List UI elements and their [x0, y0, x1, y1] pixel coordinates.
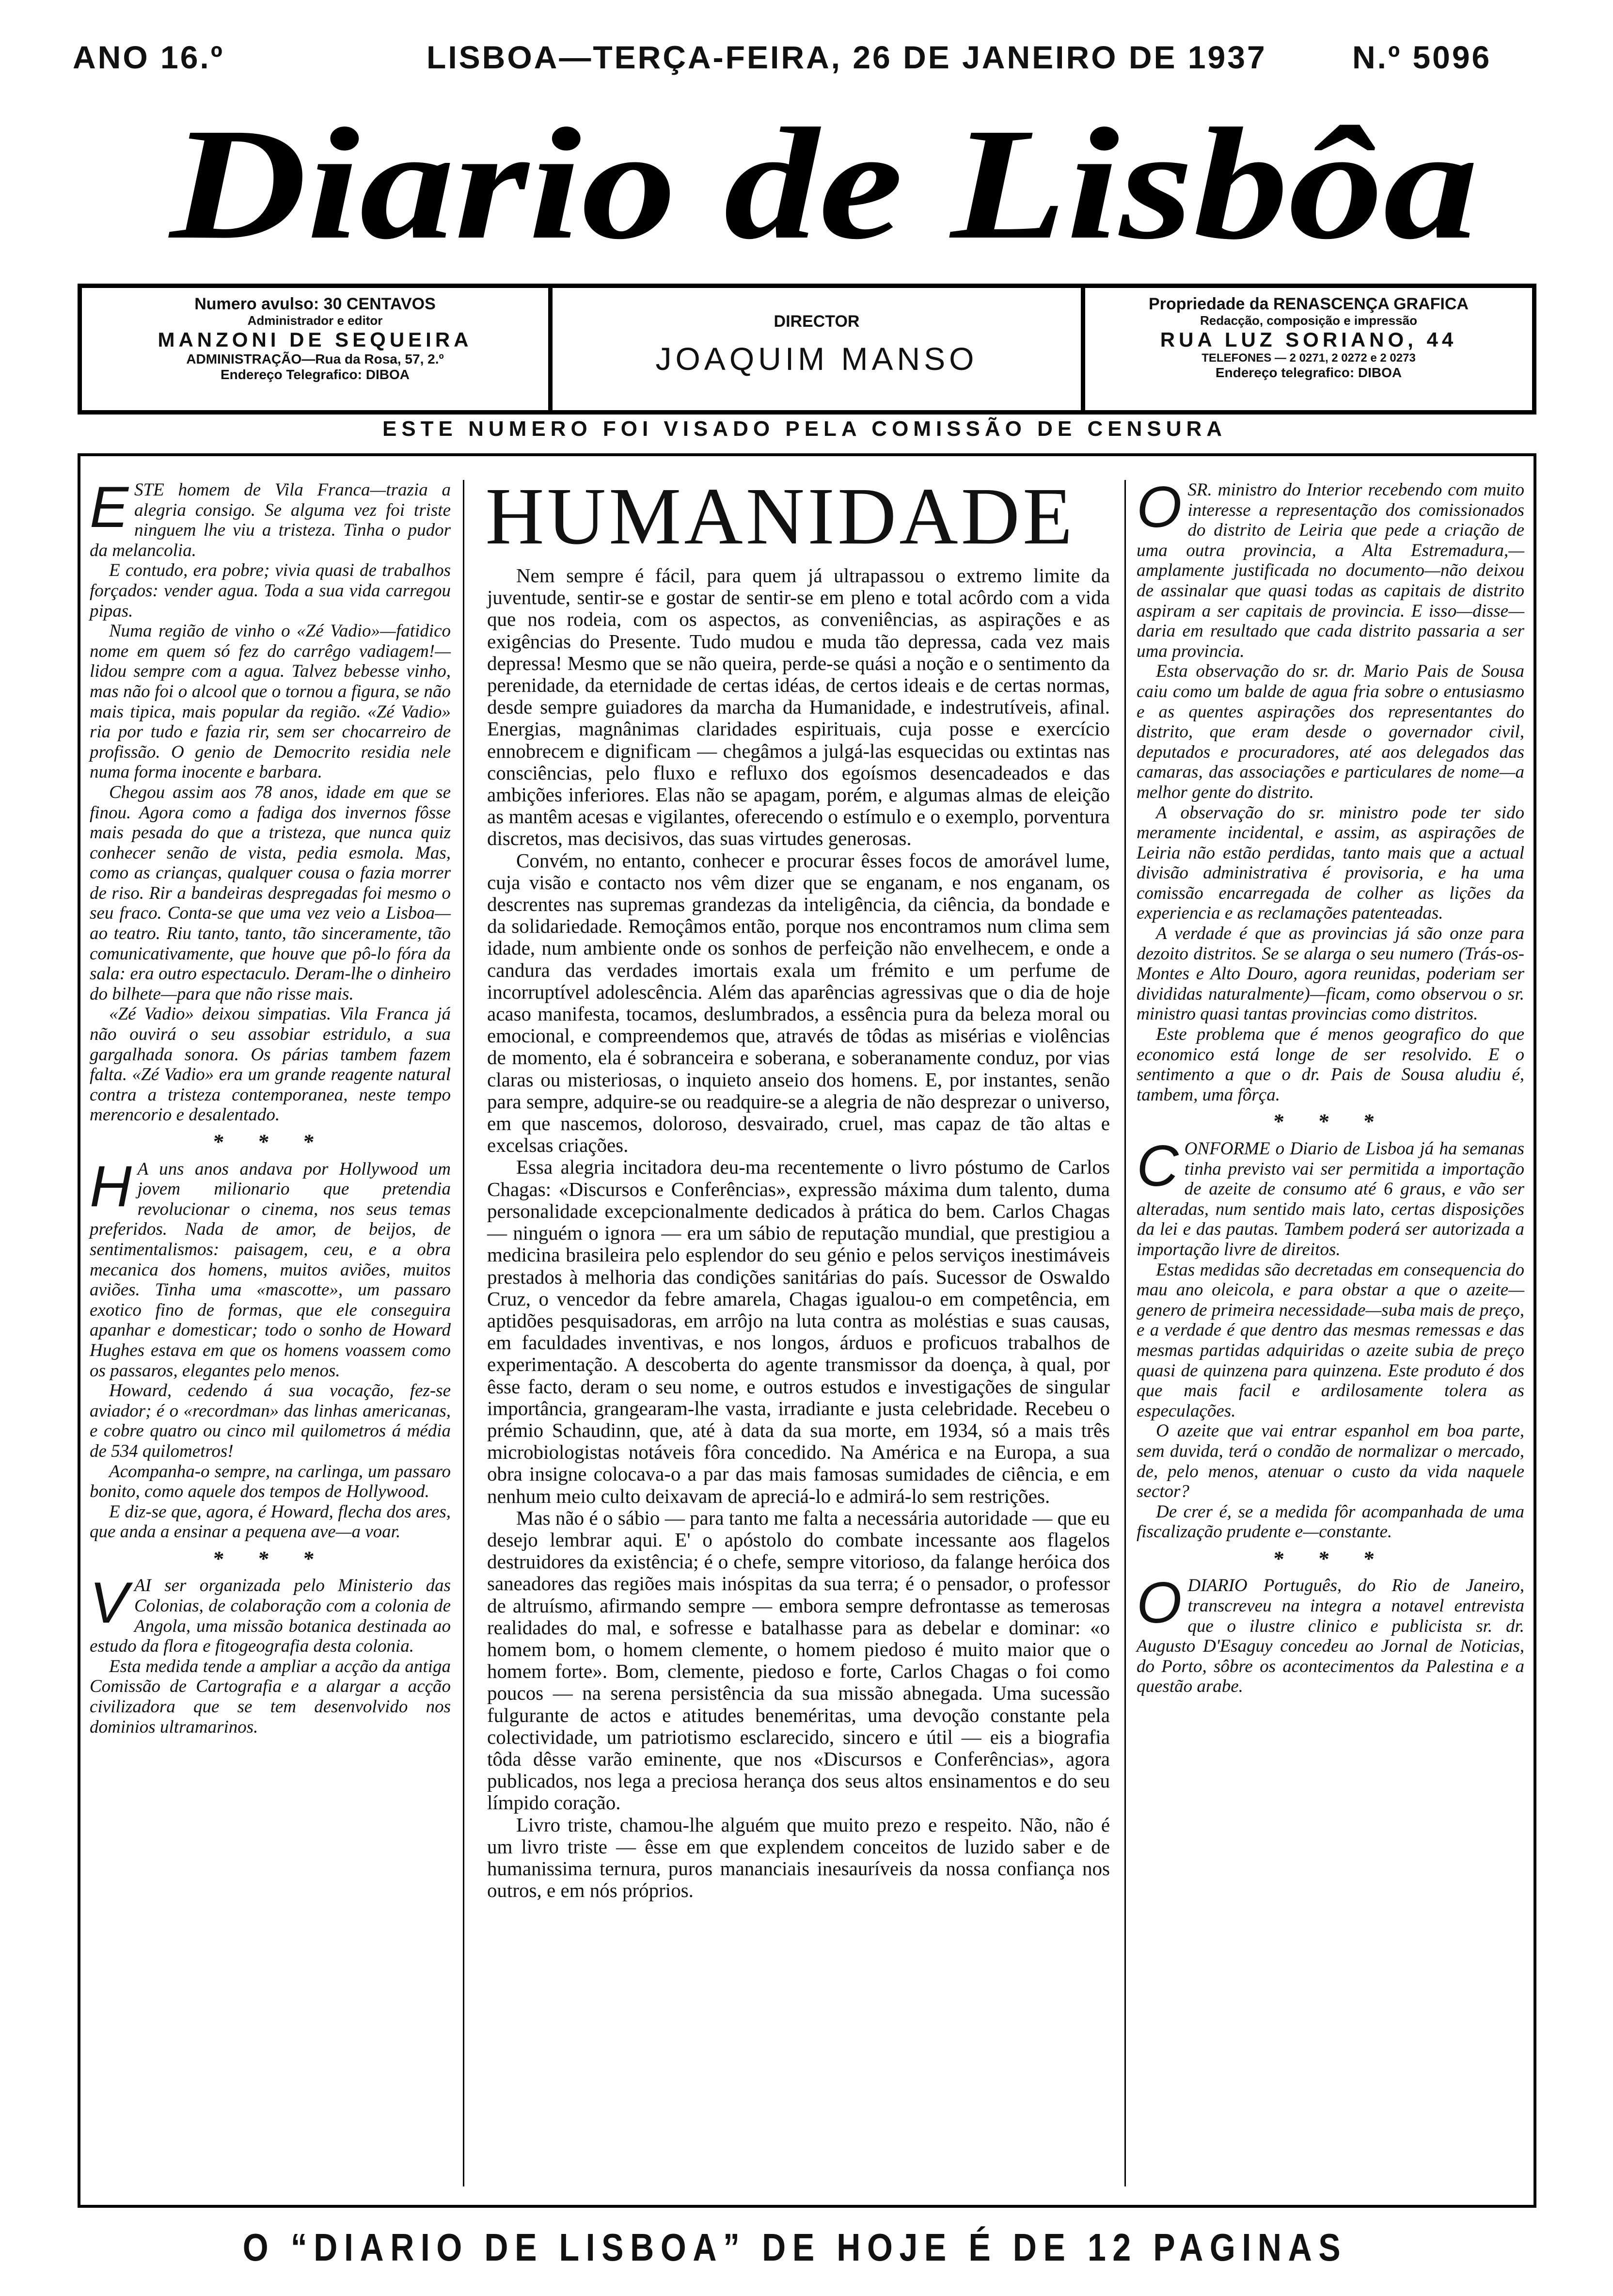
separator-stars: * * * [212, 1130, 328, 1154]
director-name: JOAQUIM MANSO [655, 341, 978, 377]
drop-cap: O [1137, 1570, 1182, 1636]
separator-stars: * * * [212, 1547, 328, 1571]
article-zevadio-p3: Numa região de vinho o «Zé Vadio»—fatidico nome em quem só fez do carrêgo vadiagem!—lidou sempre com a agua. Talvez bebesse vinho, mas não foi o alcool que o tornou a figura, se não mais tipica, mais popular da região. «Zé Vadio» ria por tudo e fazia rir, sem ser chocarreiro de profissão. O genio de Democrito residia nele numa forma inocente e barbara. [90, 621, 451, 782]
redaction-label: Redacção, composição e impressão [1200, 313, 1417, 328]
info-box-left [78, 284, 553, 415]
masthead-logo [145, 73, 1502, 276]
article-howard-p4: E diz-se que, agora, é Howard, flecha dos ares, que anda a ensinar a pequena ave—a voar. [90, 1501, 451, 1542]
issue-year: ANO 16.º [73, 39, 224, 75]
column-rule-left [463, 480, 464, 2186]
article-provincias-p5: Este problema que é menos geografico do que economico está longe de ser resolvido. E o sentimento a que o dr. Pais de Sousa aludiu é, tambem, uma fôrça. [1137, 1024, 1524, 1105]
article-diario-portugues-p1: DIARIO Português, do Rio de Janeiro, transcreveu na integra a notavel entrevista que o ilustre clinico e publicista sr. dr. Augusto D'Esaguy concedeu ao Jornal de Noticias, do Porto, sôbre os acontecimentos da Palestina e a questão arabe. [1137, 1576, 1524, 1697]
footer-banner: O “DIARIO DE LISBOA” DE HOJE É DE 12 PAGINAS [242, 2226, 1347, 2269]
article-howard-p2: Howard, cedendo á sua vocação, fez-se aviador; é o «recordman» das linhas americanas, e cobre quatro ou cinco mil quilometros á média de 534 quilometros! [90, 1381, 451, 1461]
telegraph-right: Endereço telegrafico: DIBOA [1215, 365, 1402, 380]
article-azeite-p1: ONFORME o Diario de Lisboa já ha semanas tinha previsto vai ser permitida a importação de azeite de consumo até 6 graus, e vão ser alteradas, num sentido mais lato, certas disposições da lei e das pautas. Tambem poderá ser autorizada a importação livre de direitos. [1137, 1139, 1524, 1260]
article-azeite-p2: Estas medidas são decretadas em consequencia do mau ano oleicola, e para obstar a que o azeite—genero de primeira necessidade—suba mais de preço, e a verdade é que dentro das mesmas remessas e das mesmas partidas adquiridas o azeite subia de preço quasi de quinzena para quinzena. Este produto é dos que mais facil e ardilosamente tolera as especulações. [1137, 1260, 1524, 1421]
price: Numero avulso: 30 CENTAVOS [194, 295, 436, 313]
article-zevadio-p1: STE homem de Vila Franca—trazia a alegria consigo. Se alguma vez foi triste ninguem lhe viu a tristeza. Tinha o pudor da melancolia. [90, 480, 451, 560]
article-provincias-p1: SR. ministro do Interior recebendo com muito interesse a representação dos comissionados do distrito de Leiria que pede a criação de uma outra provincia, a Alta Estremadura,—amplamente justificada no documento—não deixou de assinalar que quasi todas as capitais de distrito aspiram a ser capitais de provincia. E isso—disse—daria em resultado que cada distrito passaria a ser uma provincia. [1137, 480, 1524, 661]
drop-cap: V [90, 1570, 129, 1636]
phones: TELEFONES — 2 0271, 2 0272 e 2 0273 [1202, 351, 1416, 365]
right-column [1137, 475, 1524, 1697]
dateline: LISBOA—TERÇA-FEIRA, 26 DE JANEIRO DE 1937 [427, 39, 1267, 75]
masthead-title: Diario de Lisbôa [166, 96, 1479, 272]
address: RUA LUZ SORIANO, 44 [1160, 328, 1457, 351]
article-azeite-p4: De crer é, se a medida fôr acompanhada de uma fiscalização prudente e—constante. [1137, 1501, 1524, 1542]
article-howard-p3: Acompanha-o sempre, na carlinga, um passaro bonito, como aquele dos tempos de Hollywood. [90, 1461, 451, 1502]
separator-stars: * * * [1273, 1110, 1388, 1134]
right-frame-rule [1534, 453, 1536, 2206]
article-humanidade [487, 565, 1110, 1901]
top-rule [78, 453, 1536, 456]
left-frame-rule [78, 453, 80, 2206]
article-botanica-p1: AI ser organizada pelo Ministerio das Colonias, de colaboração com a colonia de Angola, uma missão botanica destinada ao estudo da flora e fitogeografia desta colonia. [90, 1576, 451, 1657]
humanidade-p1: Nem sempre é fácil, para quem já ultrapassou o extremo limite da juventude, sentir-se e gostar de sentir-se em pleno e total acôrdo com a vida que nos rodeia, com os aspectos, as conveniências, as aspirações e as exigências do Presente. Tudo mudou e muda tão depressa, cada vez mais depressa! Mesmo que se não queira, perde-se quási a noção e o sentimento da perenidade, da eternidade de certas idéas, de certos ideais e de certas normas, desde sempre guiadores da marcha da Humanidade, e indestrutíveis, afinal. Energias, magnânimas claridades espirituais, cuja posse e exercício ennobrecem e dignificam — chegâmos a julgá-las esquecidas ou extintas nas consciências, pelo fluxo e refluxo dos egoísmos desencadeados e das ambições inferiores. Elas não se apagam, porém, e algumas almas de eleição as mantêm acesas e vigilantes, oferecendo o estímulo e o exemplo, porventura discretos, mas decisivos, das suas virtudes generosas. [487, 564, 1110, 850]
drop-cap: H [90, 1153, 132, 1219]
info-box-right [1081, 284, 1536, 415]
issue-number: N.º 5096 [1352, 39, 1492, 75]
article-provincias-p4: A verdade é que as provincias já são onze para dezoito distritos. Se se alarga o seu numero (Trás-os-Montes e Alto Douro, agora reunidas, poderiam ser divididas naturalmente)—ficam, como observou o sr. ministro quasi tantas provincias como distritos. [1137, 924, 1524, 1024]
humanidade-p4: Mas não é o sábio — para tanto me falta a necessária autoridade — que eu desejo lembrar aqui. E' o apóstolo do combate incessante aos flagelos destruidores da existência; é o chefe, sempre vitorioso, da falange heróica dos saneadores das regiões mais inóspitas da sua terra; é o pensador, o professor de altruísmo, afirmando sempre — embora sempre defrontasse as temerosas realidades do mal, e sofresse e batalhasse para as debelar e dominar: «o homem bom, o homem clemente, o homem piedoso é muito maior que o homem forte». Bom, clemente, piedoso e forte, Carlos Chagas o foi como poucos — na serena persistência da sua missão abnegada. Uma sucessão fulgurante de actos e atitudes beneméritas, uma devoção constante pela colectividade, um patriotismo esclarecido, sincero e útil — eis a biografia tôda dêsse varão eminente, que nos «Discursos e Conferências», agora publicados, nos lega a preciosa herança dos seus altos ensinamentos e do seu límpido coração. [487, 1506, 1110, 1814]
separator-stars: * * * [1273, 1547, 1388, 1571]
article-howard-p1: A uns anos andava por Hollywood um jovem milionario que pretendia revolucionar o cinema, nos seus temas preferidos. Nada de amor, de beijos, de sentimentalismos: paisagem, ceu, e a obra mecanica dos homens, muitos aviões, muitos aviões. Tinha uma «mascotte», um passaro exotico fino de formas, que ele conseguira apanhar e domesticar; todo o sonho de Howard Hughes estava em que os homens voassem como os passaros, elegantes pelo menos. [90, 1159, 451, 1381]
director-label: DIRECTOR [774, 312, 860, 331]
bottom-rule [78, 2205, 1536, 2208]
humanidade-p3: Essa alegria incitadora deu-ma recentemente o livro póstumo de Carlos Chagas: «Discursos e Conferências», expressão máxima dum talento, duma personalidade excepcionalmente dedicados à prática do bem. Carlos Chagas — ninguém o ignora — era um sábio de reputação mundial, que prestigiou a medicina brasileira pelo esplendor do seu génio e pelos serviços inestimáveis prestados à melhoria das condições sanitárias do país. Sucessor de Oswaldo Cruz, o vencedor da febre amarela, Chagas igualou-o em competência, em aptidões pesquisadoras, em arrôjo na luta contra as moléstias e suas causas, em faculdades inventivas, e nos longos, árduos e proficuos trabalhos de experimentação. A descoberta do agente transmissor da doença, à qual, por êsse facto, deram o seu nome, e outros estudos e investigações de singular importância, grangearam-lhe vasta, irradiante e justa celebridade. Recebeu o prémio Schaudinn, que, até à data da sua morte, em 1934, só a mais três microbiologistas notáveis fôra concedido. Na América e na Europa, a sua obra insigne colocava-o a par das mais famosas sumidades de ciência, e em nenhum meio culto deixavam de apreciá-lo e admirá-lo sem restrições. [487, 1156, 1110, 1507]
admin-name: MANZONI DE SEQUEIRA [158, 328, 473, 351]
censorship-notice: ESTE NUMERO FOI VISADO PELA COMISSÃO DE CENSURA [382, 417, 1227, 441]
article-botanica-p2: Esta medida tende a ampliar a acção da antiga Comissão de Cartografia e a alargar a acção civilizadora que se tem desenvolvido nos dominios ultramarinos. [90, 1656, 451, 1737]
drop-cap: E [90, 475, 129, 540]
admin-label: Administrador e editor [247, 313, 383, 328]
article-zevadio-p5: «Zé Vadio» deixou simpatias. Vila Franca já não ouvirá o seu assobiar estridulo, a sua gargalhada sonora. Os párias tambem fazem falta. «Zé Vadio» era um grande reagente natural contra a tristeza contemporanea, neste tempo merencorio e desalentado. [90, 1004, 451, 1125]
owner: Propriedade da RENASCENÇA GRAFICA [1149, 295, 1469, 313]
left-column [90, 475, 451, 1737]
article-azeite-p3: O azeite que vai entrar espanhol em boa parte, sem duvida, terá o condão de normalizar o mercado, de, pelo menos, atenuar o custo da vida naquele sector? [1137, 1421, 1524, 1502]
article-provincias-p2: Esta observação do sr. dr. Mario Pais de Sousa caiu como um balde de agua fria sobre o entusiasmo e as quentes aspirações dos representantes do distrito, que eram desde o governador civil, deputados e procuradores, até aos delegados das camaras, das associações e particulares de nome—a melhor gente do distrito. [1137, 661, 1524, 802]
humanidade-p5: Livro triste, chamou-lhe alguém que muito prezo e respeito. Não, não é um livro triste — êsse em que explendem conceitos de luzido saber e de humanissima ternura, puros mananciais inesauríveis da nossa confiança nos outros, e em nós próprios. [487, 1813, 1110, 1902]
humanidade-p2: Convém, no entanto, conhecer e procurar êsses focos de amorável lume, cuja visão e contacto nos vêm dizer que se enganam, e nos enganam, os descrentes nas supremas grandezas da inteligência, da ciência, da bondade e da solidariedade. Remoçâmos então, porque nos encontramos num clima sem idade, num ambiente onde os sonhos de perfeição não envelhecem, e onde a candura das verdades imortais exala um frémito e um perfume de incorruptível adolescência. Além das aparências agressivas que o dia de hoje acaso manifesta, tocamos, deslumbrados, a essência pura da beleza moral ou emocional, e compreendemos que, através de tôdas as misérias e violências de momento, ela é sobranceira e soberana, e soberanamente conduz, por vias claras ou misteriosas, o inquieto anseio dos homens. E, por instantes, senão para sempre, adquire-se ou readquire-se a alegria de não desprezar o universo, em que nascemos, doloroso, desvairado, cruel, mas capaz de tão altas e excelsas criações. [487, 849, 1110, 1157]
telegraph-left: Endereço Telegrafico: DIBOA [220, 367, 410, 383]
drop-cap: O [1137, 475, 1182, 540]
info-box-center [553, 284, 1081, 415]
column-rule-right [1124, 480, 1126, 2186]
drop-cap: C [1137, 1133, 1179, 1198]
article-provincias-p3: A observação do sr. ministro pode ter sido meramente incidental, e assim, as aspirações de Leiria não estão perdidas, tanto mais que a actual divisão administrativa é provisoria, e ha uma comissão encarregada de colher as lições da experiencia e as reclamações patenteadas. [1137, 802, 1524, 924]
article-zevadio-p2: E contudo, era pobre; vivia quasi de trabalhos forçados: vender agua. Toda a sua vida carregou pipas. [90, 560, 451, 621]
article-zevadio-p4: Chegou assim aos 78 anos, idade em que se finou. Agora como a fadiga dos invernos fôsse mais pesada do que a tristeza, que nunca quiz conhecer senão de vista, pedia esmola. Mas, como as crianças, qualquer cousa o fazia morrer de riso. Rir a bandeiras despregadas foi mesmo o seu fraco. Conta-se que uma vez veio a Lisboa—ao teatro. Riu tanto, tanto, tão sinceramente, tão comunicativamente, que houve que pô-lo fóra da sala: era outro espectaculo. Deram-lhe o dinheiro do bilhete—para que não risse mais. [90, 782, 451, 1004]
headline: HUMANIDADE [485, 471, 1075, 561]
admin-address: ADMINISTRAÇÃO—Rua da Rosa, 57, 2.º [186, 351, 444, 367]
